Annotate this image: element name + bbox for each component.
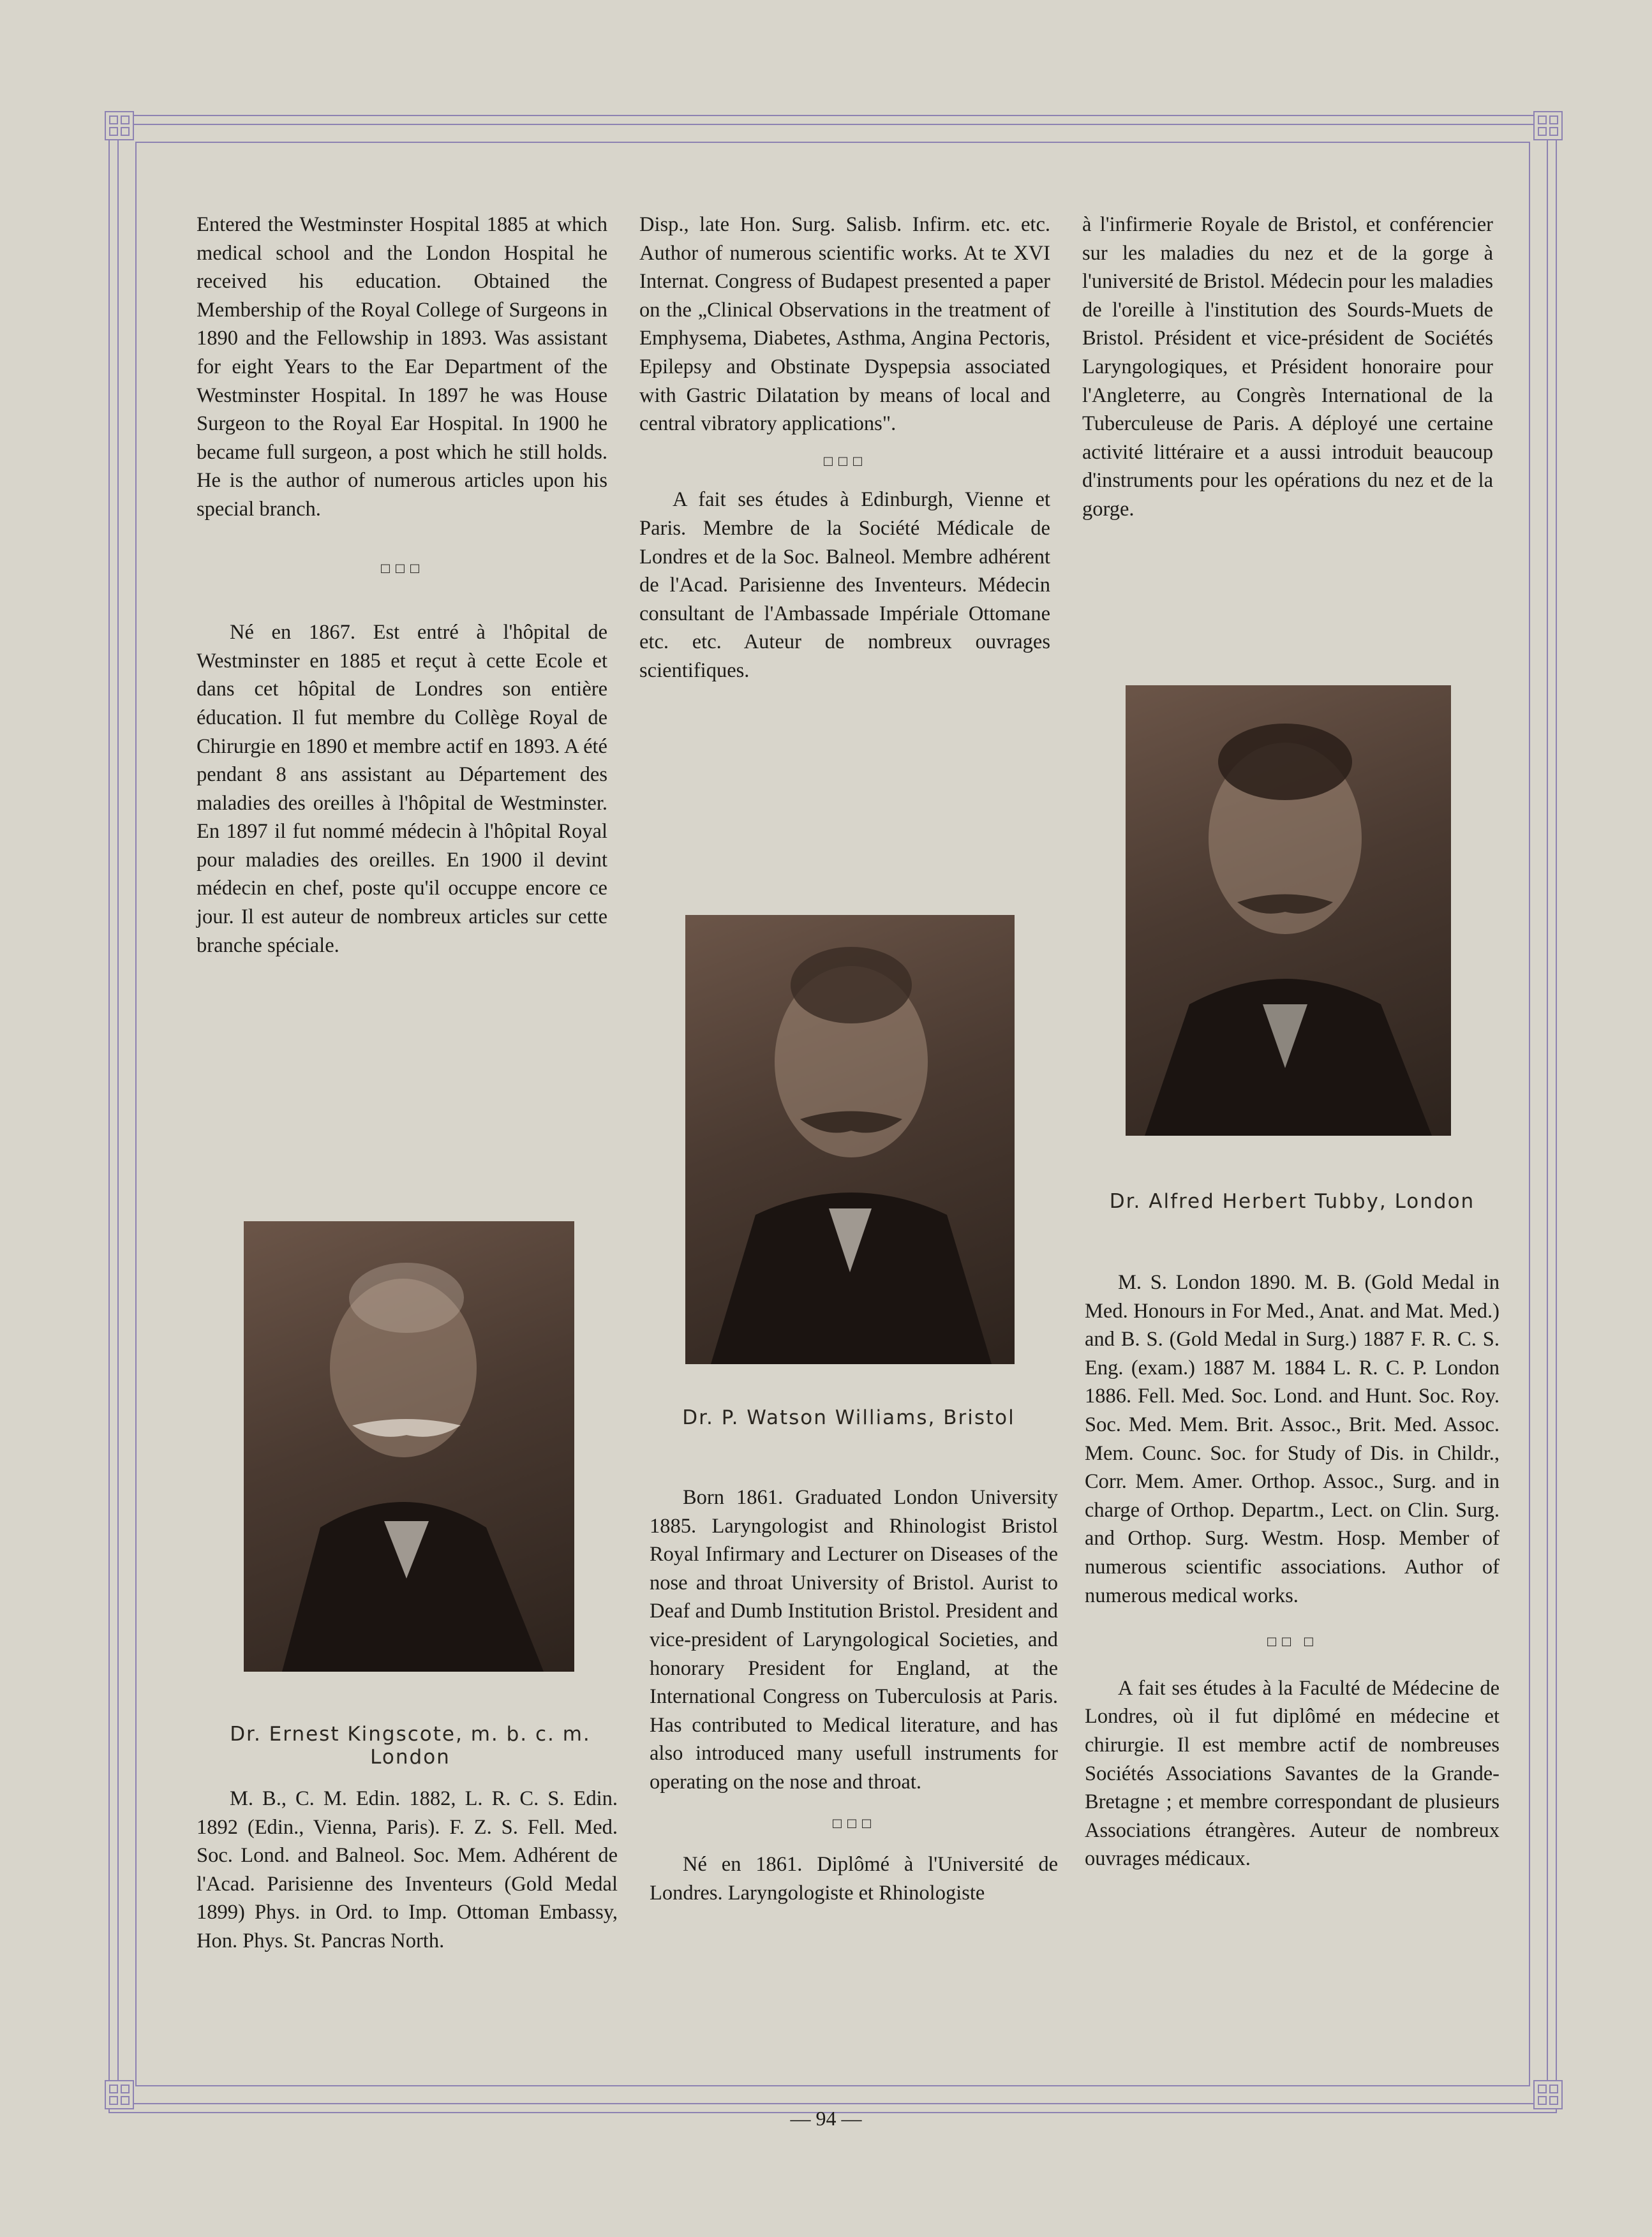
section-separator: □□ □ <box>1266 1635 1318 1649</box>
bio-paragraph: M. B., C. M. Edin. 1882, L. R. C. S. Edin. 1892 (Edin., Vienna, Paris). F. Z. S. Fell. Med. Soc. Lond. and Balneol. Soc. Mem. Adhérent de l'Acad. Parisienne des Inventeurs (Gold Medal 1899) Phys. in Ord. to Imp. Ottoman Embassy, Hon. Phys. St. Pancras North. <box>197 1787 618 1952</box>
corner-ornament-icon <box>1533 2080 1563 2109</box>
bio-paragraph: Disp., late Hon. Surg. Salisb. Infirm. etc. etc. Author of numerous scientific works. At te XVI Internat. Congress of Budapest presented a paper on the „Clinical Observations in the treatment of Emphysema, Diabetes, Asthma, Angina Pectoris, Epilepsy and Obstinate Dyspepsia associated with Gastric Dilatation by means of local and central vibratory applications". <box>639 213 1050 436</box>
column-3-bottom <box>1085 1268 1499 1873</box>
portrait-photo-watson-williams <box>685 915 1015 1364</box>
photo-caption-tubby: Dr. Alfred Herbert Tubby, London <box>1109 1190 1475 1213</box>
column-1-top <box>197 211 607 960</box>
portrait-photo-tubby <box>1126 685 1451 1136</box>
bio-paragraph: Born 1861. Graduated London University 1885. Laryngologist and Rhinologist Bristol Royal Infirmary and Lecturer on Diseases of the nose and throat University of Bristol. Aurist to Deaf and Dumb Institution Bristol. President and vice-president of Laryngological Societies, and honorary President for England, at the International Congress on Tuberculosis at Paris. Has contributed to Medical literature, and has also introduced many usefull instruments for operating on the nose and throat. <box>650 1486 1058 1794</box>
column-3-top <box>1082 211 1493 524</box>
photo-caption-kingscote: Dr. Ernest Kingscote, m. b. c. m. London <box>230 1723 591 1769</box>
bio-paragraph: M. S. London 1890. M. B. (Gold Medal in Med. Honours in For Med., Anat. and Mat. Med.) and B. S. (Gold Medal in Surg.) 1887 F. R. C. S. Eng. (exam.) 1887 M. 1884 L. R. C. P. London 1886. Fell. Med. Soc. Lond. and Hunt. Soc. Roy. Soc. Med. Mem. Brit. Assoc., Brit. Med. Assoc. Mem. Counc. Soc. for Study of Dis. in Childr., Corr. Mem. Amer. Orthop. Assoc., Surg. and in charge of Orthop. Departm., Lect. on Clin. Surg. and Orthop. Surg. Westm. Hosp. Member of numerous scientific associations. Author of numerous medical works. <box>1085 1271 1499 1607</box>
corner-ornament-icon <box>1533 111 1563 140</box>
bio-paragraph: Entered the Westminster Hospital 1885 at which medical school and the London Hospital he received his education. Obtained the Membership of the Royal College of Surgeons in 1890 and the Fellowship in 1893. Was assistant for eight Years to the Ear Department of the Westminster Hospital. In 1897 he was House Surgeon to the Royal Ear Hospital. In 1900 he became full surgeon, a post which he still holds. He is the author of numerous articles upon his special branch. <box>197 213 607 521</box>
section-separator: □□□ <box>831 1816 876 1830</box>
bio-paragraph: Né en 1861. Diplômé à l'Université de Londres. Laryngologiste et Rhinologiste <box>650 1853 1058 1905</box>
bio-paragraph: à l'infirmerie Royale de Bristol, et conférencier sur les maladies du nez et de la gorge à l'université de Bristol. Médecin pour les maladies de l'oreille à l'institution des Sourds-Muets de Bristol. Président et vice-président de Sociétés Laryngologiques, et Président honoraire pour l'Angleterre, au Congrès International de la Tuberculeuse de Paris. A déployé une certaine activité littéraire et a aussi introduit beaucoup d'instruments pour les opérations du nez et de la gorge. <box>1082 213 1493 521</box>
column-2-bottom <box>650 1483 1058 1907</box>
column-1-bottom <box>197 1785 618 1956</box>
bio-paragraph: A fait ses études à la Faculté de Médecine de Londres, où il fut diplômé en médecine et chirurgie. Il est membre actif de nombreuses Sociétés Associations Savantes de la Grande-Bretagne ; et membre correspondant de plusieurs Associations étrangères. Auteur de nombreux ouvrages médicaux. <box>1085 1676 1499 1871</box>
photo-caption-watson-williams: Dr. P. Watson Williams, Bristol <box>682 1406 1015 1429</box>
section-separator: □□□ <box>380 561 424 575</box>
bio-paragraph: A fait ses études à Edinburgh, Vienne et Paris. Membre de la Société Médicale de Londres et de la Soc. Balneol. Membre adhérent de l'Acad. Parisienne des Inventeurs. Médecin consultant de l'Ambassade Impériale Ottomane etc. etc. Auteur de nombreux ouvrages scientifiques. <box>639 488 1050 682</box>
section-separator: □□□ <box>822 454 867 468</box>
column-2-top <box>639 211 1050 685</box>
corner-ornament-icon <box>105 2080 134 2109</box>
portrait-photo-kingscote <box>244 1221 574 1672</box>
page-number: — 94 — <box>790 2107 862 2130</box>
corner-ornament-icon <box>105 111 134 140</box>
bio-paragraph: Né en 1867. Est entré à l'hôpital de Westminster en 1885 et reçut à cette Ecole et dans cet hôpital de Londres son entière éducation. Il fut membre du Collège Royal de Chirurgie en 1890 et membre actif en 1893. A été pendant 8 ans assistant au Département des maladies des oreilles à l'hôpital de Westminster. En 1897 il fut nommé médecin à l'hôpital Royal pour maladies des oreilles. En 1900 il devint médecin en chef, poste qu'il occuppe encore ce jour. Il est auteur de nombreux articles sur cette branche spéciale. <box>197 621 607 957</box>
